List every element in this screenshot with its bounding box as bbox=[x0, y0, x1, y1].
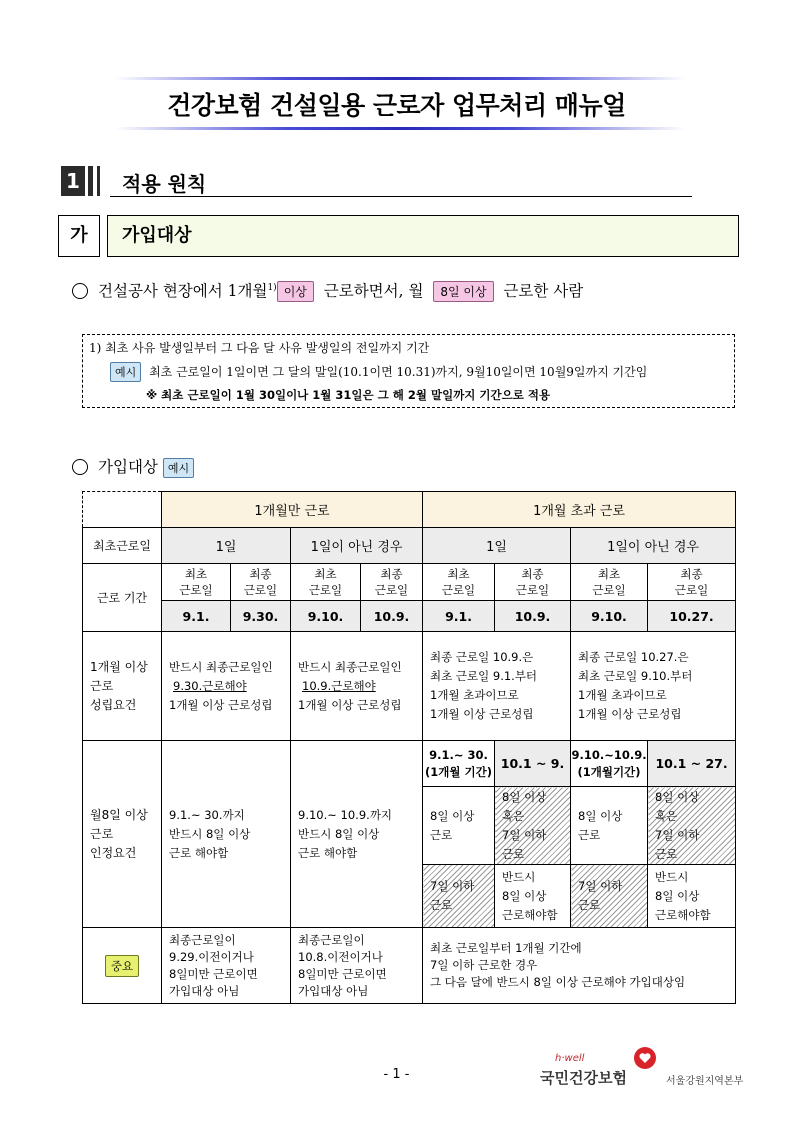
definition-text-c: 근로한 사람 bbox=[503, 282, 584, 300]
date-cell: 9.10. bbox=[291, 601, 361, 632]
date-cell: 9.10. bbox=[571, 601, 648, 632]
date-cell: 9.30. bbox=[231, 601, 291, 632]
section-underline bbox=[110, 196, 692, 197]
requirement1-cell-3: 최종 근로일 10.9.은 최초 근로일 9.1.부터 1개월 초과이므로 1개월 이상 근로성립 bbox=[423, 632, 571, 741]
first-day-2: 1일이 아닌 경우 bbox=[291, 528, 423, 564]
definition-text-b: 근로하면서, 월 bbox=[323, 282, 424, 300]
definition-text-a: 건설공사 현장에서 1개월 bbox=[98, 282, 268, 300]
requirement2-label: 월8일 이상 근로 인정요건 bbox=[83, 741, 162, 928]
last-work-day-label: 최종 근로일 bbox=[231, 564, 291, 601]
subscriber-heading-text: 가입대상 bbox=[98, 458, 158, 476]
section-number-bar-thin bbox=[97, 166, 100, 196]
circle-bullet-icon bbox=[72, 459, 88, 475]
title-bottom-rule bbox=[115, 127, 685, 130]
case-cell: 반드시 8일 이상 근로해야함 bbox=[648, 865, 736, 928]
circle-bullet-icon bbox=[72, 283, 88, 299]
first-work-day-label: 최초 근로일 bbox=[571, 564, 648, 601]
last-work-day-label: 최종 근로일 bbox=[361, 564, 423, 601]
req1-c2-line-b: 10.9.근로해야 bbox=[302, 678, 376, 693]
eligibility-table bbox=[82, 491, 736, 1004]
logo-tagline: h·well bbox=[555, 1053, 585, 1064]
case-cell: 8일 이상 근로 bbox=[571, 787, 648, 865]
footnote-mark: 1) bbox=[267, 282, 277, 293]
header-one-month: 1개월만 근로 bbox=[162, 492, 423, 528]
definition-line bbox=[72, 279, 583, 302]
last-work-day-label: 최종 근로일 bbox=[495, 564, 571, 601]
req1-c1-line-c: 1개월 이상 근로성립 bbox=[169, 697, 273, 712]
important-badge: 중요 bbox=[105, 955, 139, 977]
exception-text: ※ 최초 근로일이 1월 30일이나 1월 31일은 그 해 2월 말일까지 기간으로 적용 bbox=[146, 388, 551, 402]
case-cell: 8일 이상 근로 bbox=[423, 787, 495, 865]
page-number: - 1 - bbox=[383, 1067, 410, 1082]
case-cell-hatched: 7일 이하 근로 bbox=[571, 865, 648, 928]
section-number: 1 bbox=[61, 166, 85, 196]
first-day-1: 1일 bbox=[162, 528, 291, 564]
important-label-cell bbox=[83, 928, 162, 1004]
example-badge: 예시 bbox=[110, 362, 141, 382]
logo-region: 서울강원지역본부 bbox=[666, 1076, 744, 1087]
subsection-title: 가입대상 bbox=[107, 215, 739, 257]
heart-logo-icon bbox=[633, 1046, 657, 1070]
section-title: 적용 원칙 bbox=[122, 172, 207, 196]
badge-over: 이상 bbox=[277, 281, 314, 302]
sub-header-1: 9.1.~ 30. (1개월 기간) bbox=[423, 741, 495, 787]
requirement1-cell-2 bbox=[291, 632, 423, 741]
requirement1-cell-1 bbox=[162, 632, 291, 741]
case-cell-hatched: 8일 이상 혹은 7일 이하 근로 bbox=[495, 787, 571, 865]
subscriber-heading bbox=[72, 455, 194, 478]
case-cell-hatched: 8일 이상 혹은 7일 이하 근로 bbox=[648, 787, 736, 865]
logo-name: 국민건강보험 bbox=[540, 1069, 627, 1087]
first-work-day-label: 최초 근로일 bbox=[162, 564, 231, 601]
req1-c1-line-a: 반드시 최종근로일인 bbox=[169, 659, 273, 674]
requirement2-cell-1: 9.1.~ 30.까지 반드시 8일 이상 근로 해야함 bbox=[162, 741, 291, 928]
requirement2-cell-2: 9.10.~ 10.9.까지 반드시 8일 이상 근로 해야함 bbox=[291, 741, 423, 928]
important-cell-2: 최종근로일이 10.8.이전이거나 8일미만 근로이면 가입대상 아님 bbox=[291, 928, 423, 1004]
case-cell: 반드시 8일 이상 근로해야함 bbox=[495, 865, 571, 928]
date-cell: 9.1. bbox=[423, 601, 495, 632]
section-number-bar bbox=[88, 166, 93, 196]
first-day-4: 1일이 아닌 경우 bbox=[571, 528, 736, 564]
table-corner bbox=[83, 492, 162, 528]
req1-c2-line-c: 1개월 이상 근로성립 bbox=[298, 697, 402, 712]
first-work-day-label: 최초 근로일 bbox=[291, 564, 361, 601]
badge-8days: 8일 이상 bbox=[433, 281, 493, 302]
first-work-day-label: 최초 근로일 bbox=[423, 564, 495, 601]
date-cell: 10.9. bbox=[495, 601, 571, 632]
first-day-label: 최초근로일 bbox=[83, 528, 162, 564]
subsection-marker: 가 bbox=[58, 215, 100, 257]
requirement1-cell-4: 최종 근로일 10.27.은 최초 근로일 9.10.부터 1개월 초과이므로 1개월 이상 근로성립 bbox=[571, 632, 736, 741]
case-cell-hatched: 7일 이하 근로 bbox=[423, 865, 495, 928]
period-label: 근로 기간 bbox=[83, 564, 162, 632]
important-cell-3: 최초 근로일부터 1개월 기간에 7일 이하 근로한 경우 그 다음 달에 반드시 8일 이상 근로해야 가입대상임 bbox=[423, 928, 736, 1004]
sub-header-3: 9.10.~10.9. (1개월기간) bbox=[571, 741, 648, 787]
example-text: 최초 근로일이 1일이면 그 달의 말일(10.1이면 10.31)까지, 9월10일이면 10월9일까지 기간임 bbox=[149, 365, 648, 379]
last-work-day-label: 최종 근로일 bbox=[648, 564, 736, 601]
first-day-3: 1일 bbox=[423, 528, 571, 564]
footnote-box bbox=[82, 334, 735, 408]
sub-header-2: 10.1 ~ 9. bbox=[495, 741, 571, 787]
date-cell: 9.1. bbox=[162, 601, 231, 632]
footnote-text: 1) 최초 사유 발생일부터 그 다음 달 사유 발생일의 전일까지 기간 bbox=[89, 341, 430, 355]
req1-c1-line-b: 9.30.근로해야 bbox=[173, 678, 247, 693]
important-cell-1: 최종근로일이 9.29.이전이거나 8일미만 근로이면 가입대상 아님 bbox=[162, 928, 291, 1004]
title-top-rule bbox=[115, 77, 685, 80]
req1-c2-line-a: 반드시 최종근로일인 bbox=[298, 659, 402, 674]
date-cell: 10.9. bbox=[361, 601, 423, 632]
example-badge-2: 예시 bbox=[163, 458, 194, 478]
header-over-month: 1개월 초과 근로 bbox=[423, 492, 736, 528]
page-title: 건강보험 건설일용 근로자 업무처리 매뉴얼 bbox=[167, 91, 626, 120]
requirement1-label: 1개월 이상 근로 성립요건 bbox=[83, 632, 162, 741]
sub-header-4: 10.1 ~ 27. bbox=[648, 741, 736, 787]
date-cell: 10.27. bbox=[648, 601, 736, 632]
